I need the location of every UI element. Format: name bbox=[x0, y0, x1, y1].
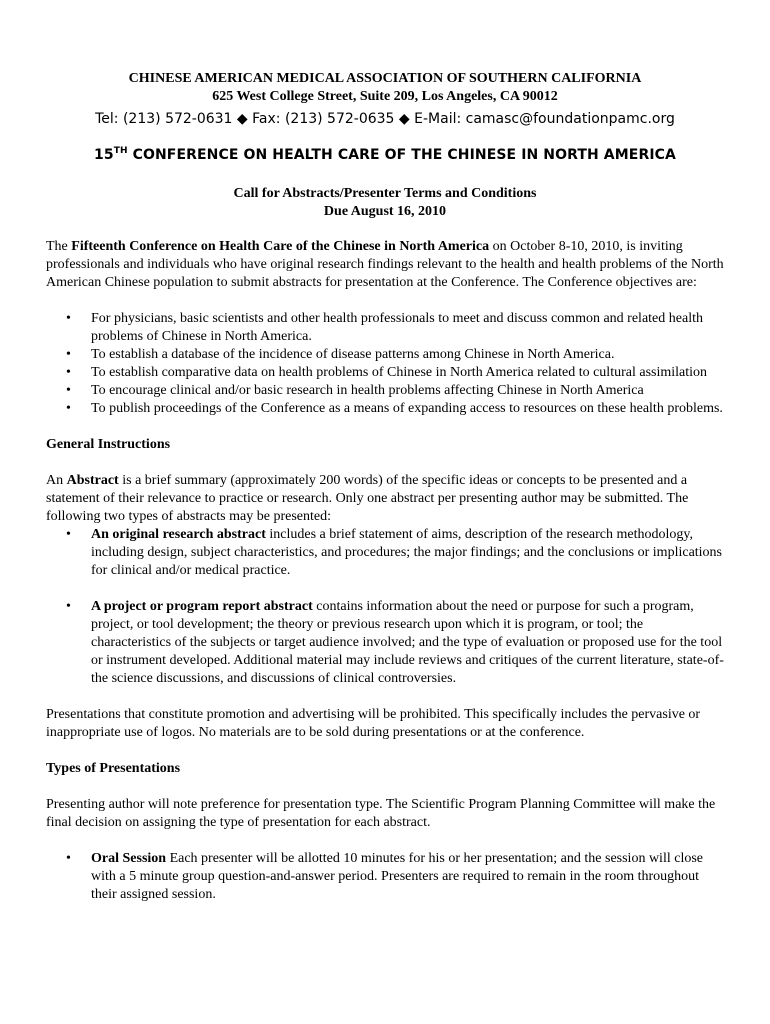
types-of-presentations-heading: Types of Presentations bbox=[46, 761, 181, 776]
list-item-text: To establish a database of the incidence of disease patterns among Chinese in North America. bbox=[91, 347, 615, 362]
list-item bbox=[46, 346, 724, 364]
bullet-icon: • bbox=[66, 527, 71, 542]
promotion-policy: Presentations that constitute promotion and advertising will be prohibited. This specifically includes the pervasive or inappropriate use of logos. No materials are to be sold during presentations or at the conference. bbox=[46, 707, 701, 740]
bullet-icon: • bbox=[66, 347, 71, 362]
objectives-list bbox=[46, 310, 724, 418]
due-date: Due August 16, 2010 bbox=[323, 204, 447, 219]
list-item bbox=[46, 598, 724, 688]
list-item-text: To publish proceedings of the Conference as a means of expanding access to resources on these health problems. bbox=[91, 401, 723, 416]
list-item bbox=[46, 310, 724, 346]
bullet-icon: • bbox=[66, 599, 71, 614]
intro-text: on October 8-10, 2010, is inviting professionals and individuals who have original research findings relevant to the health and health problems of the North American Chinese population to submit abstracts for presentation at the Conference. The Conference objectives are: bbox=[46, 239, 724, 290]
call-for-abstracts-subtitle: Call for Abstracts/Presenter Terms and Conditions bbox=[233, 186, 537, 201]
abstract-types-list bbox=[46, 598, 724, 688]
ordinal-suffix: TH bbox=[113, 146, 128, 156]
bullet-icon: • bbox=[66, 311, 71, 326]
bullet-icon: • bbox=[66, 383, 71, 398]
oral-session-label: Oral Session bbox=[91, 851, 167, 866]
fax: Fax: (213) 572-0635 bbox=[252, 111, 395, 127]
abstract-type-name: An original research abstract bbox=[91, 527, 266, 542]
abstract-text: is a brief summary (approximately 200 words) of the specific ideas or concepts to be presented and a statement of their relevance to practice or research. Only one abstract per presenting author may be submitted. The following two types of abstracts may be presented: bbox=[46, 473, 689, 524]
presentation-intro: Presenting author will note preference for presentation type. The Scientific Program Planning Committee will make the final decision on assigning the type of presentation for each abstract. bbox=[46, 797, 716, 830]
abstract-definition bbox=[46, 472, 724, 526]
list-item bbox=[46, 382, 724, 400]
diamond-separator-icon: ◆ bbox=[398, 111, 410, 127]
bullet-icon: • bbox=[66, 401, 71, 416]
list-item bbox=[46, 364, 724, 382]
abstract-term: Abstract bbox=[66, 473, 119, 488]
list-item-text: To encourage clinical and/or basic research in health problems affecting Chinese in North America bbox=[91, 383, 644, 398]
intro-lead: The bbox=[46, 239, 72, 254]
list-item bbox=[46, 526, 724, 580]
presentation-types-list bbox=[46, 850, 724, 904]
conference-name: Fifteenth Conference on Health Care of the Chinese in North America bbox=[71, 239, 490, 254]
list-item-text: To establish comparative data on health problems of Chinese in North America related to cultural assimilation bbox=[91, 365, 708, 380]
contact-line bbox=[46, 108, 724, 130]
letterhead bbox=[46, 70, 724, 130]
email: E-Mail: camasc@foundationpamc.org bbox=[414, 111, 675, 127]
conference-title-text: CONFERENCE ON HEALTH CARE OF THE CHINESE IN NORTH AMERICA bbox=[127, 147, 676, 163]
organization-name: CHINESE AMERICAN MEDICAL ASSOCIATION OF SOUTHERN CALIFORNIA bbox=[128, 71, 642, 86]
conference-title bbox=[46, 145, 724, 165]
bullet-icon: • bbox=[66, 365, 71, 380]
abstract-type-text: includes a brief statement of aims, description of the research methodology, including design, subject characteristics, and procedures; the major findings; and the conclusions or implications for clinical and/or medical practice. bbox=[91, 527, 723, 578]
list-item-text: For physicians, basic scientists and other health professionals to meet and discuss common and related health problems of Chinese in North America. bbox=[91, 311, 703, 344]
abstract-types-list bbox=[46, 526, 724, 580]
intro-paragraph bbox=[46, 238, 724, 292]
list-item bbox=[46, 850, 724, 904]
list-item bbox=[46, 400, 724, 418]
abstract-type-name: A project or program report abstract bbox=[91, 599, 313, 614]
abstract-lead: An bbox=[46, 473, 67, 488]
general-instructions-heading: General Instructions bbox=[46, 437, 171, 452]
diamond-separator-icon: ◆ bbox=[236, 111, 248, 127]
conference-number: 15 bbox=[94, 147, 114, 163]
abstract-type-text: contains information about the need or purpose for such a program, project, or tool development; the theory or previous research upon which it is program, or tool; the characteristics of the subjects or target audience involved; and the type of evaluation or proposed use for the tool or instrument developed. Additional material may include reviews and critiques of the current literature, state-of-the science discussions, and discussions of clinical controversies. bbox=[91, 599, 724, 686]
telephone: Tel: (213) 572-0631 bbox=[95, 111, 233, 127]
organization-address: 625 West College Street, Suite 209, Los Angeles, CA 90012 bbox=[212, 89, 558, 104]
bullet-icon: • bbox=[66, 851, 71, 866]
oral-session-text: Each presenter will be allotted 10 minutes for his or her presentation; and the session will close with a 5 minute group question-and-answer period. Presenters are required to remain in the room throughout their assigned session. bbox=[91, 851, 703, 902]
